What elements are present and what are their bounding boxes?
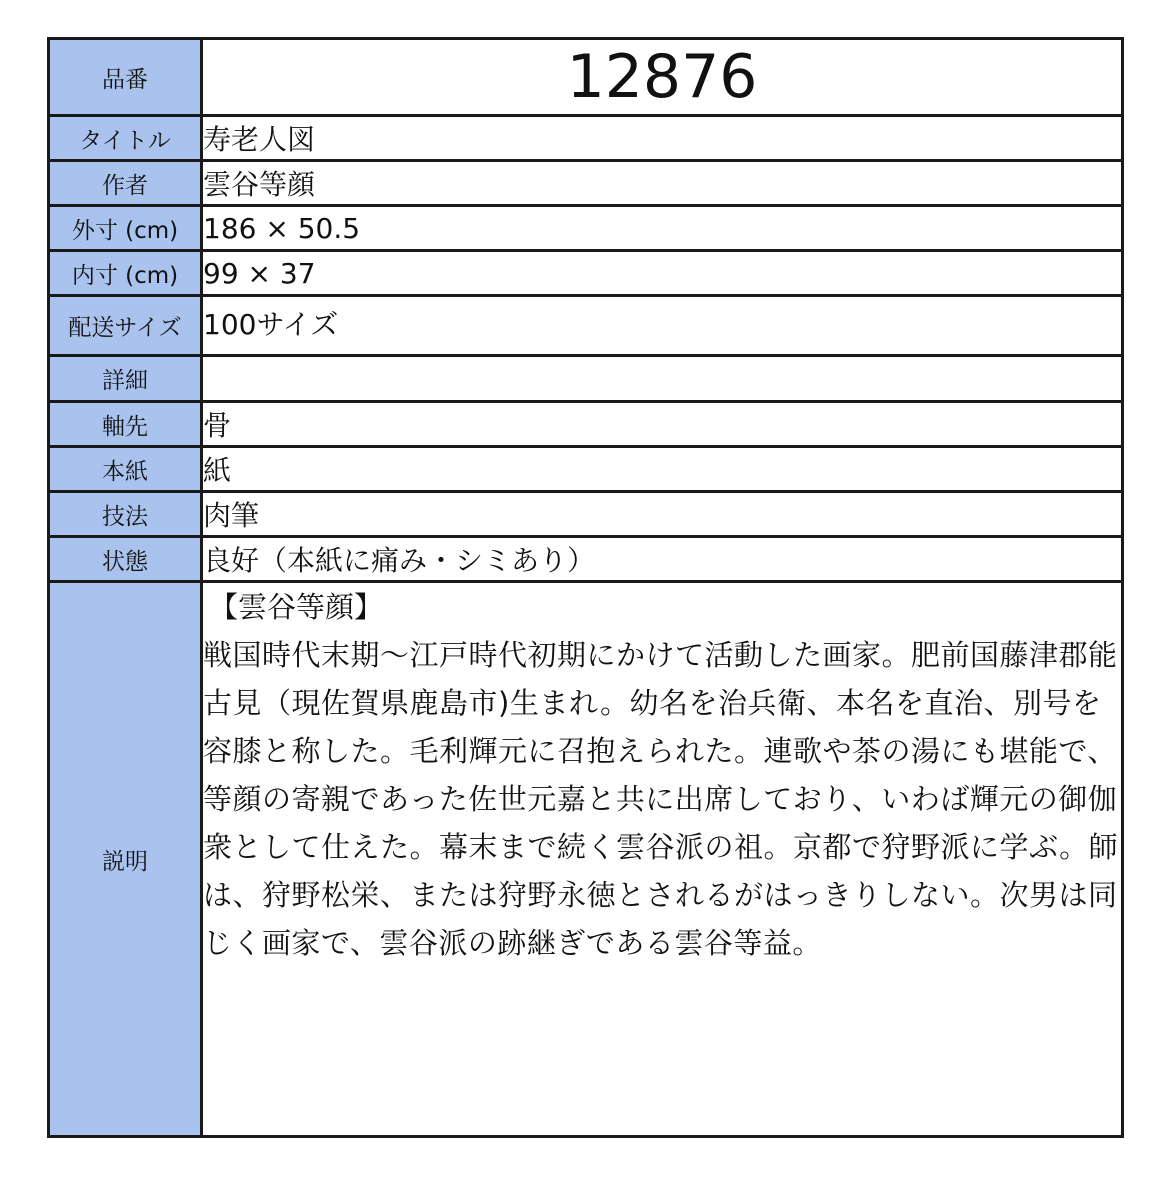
row-details [49, 356, 1123, 402]
value-base-material: 紙 [202, 447, 1123, 492]
row-inner-size [49, 251, 1123, 296]
row-condition [49, 537, 1123, 582]
row-shipping-size [49, 296, 1123, 356]
row-technique [49, 492, 1123, 537]
label-shipping-size: 配送サイズ [49, 296, 202, 356]
label-product-number: 品番 [49, 39, 202, 116]
label-details: 詳細 [49, 356, 202, 402]
description-text: 戦国時代末期〜江戸時代初期にかけて活動した画家。肥前国藤津郡能古見（現佐賀県鹿島市)生まれ。幼名を治兵衛、本名を直治、別号を容膝と称した。毛利輝元に召抱えられた。連歌や茶の湯にも堪能で、等顔の寄親であった佐世元嘉と共に出席しており、いわば輝元の御伽衆として仕えた。幕末まで続く雲谷派の祖。京都で狩野派に学ぶ。師は、狩野松栄、または狩野永徳とされるがはっきりしない。次男は同じく画家で、雲谷派の跡継ぎである雲谷等益。 [203, 638, 1119, 960]
value-details [202, 356, 1123, 402]
label-condition: 状態 [49, 537, 202, 582]
row-roller-end [49, 402, 1123, 447]
label-technique: 技法 [49, 492, 202, 537]
value-inner-size: 99 × 37 [202, 251, 1123, 296]
value-description [202, 582, 1123, 1137]
description-heading: 【雲谷等顔】 [209, 590, 384, 624]
value-roller-end: 骨 [202, 402, 1123, 447]
product-spec-table [47, 37, 1124, 1138]
label-description: 説明 [49, 582, 202, 1137]
label-title: タイトル [49, 116, 202, 161]
value-shipping-size: 100サイズ [202, 296, 1123, 356]
label-author: 作者 [49, 161, 202, 206]
value-title: 寿老人図 [202, 116, 1123, 161]
row-description [49, 582, 1123, 1137]
label-inner-size: 内寸 (cm) [49, 251, 202, 296]
label-roller-end: 軸先 [49, 402, 202, 447]
label-base-material: 本紙 [49, 447, 202, 492]
row-base-material [49, 447, 1123, 492]
value-product-number: 12876 [202, 39, 1123, 116]
label-outer-size: 外寸 (cm) [49, 206, 202, 251]
value-technique: 肉筆 [202, 492, 1123, 537]
value-condition: 良好（本紙に痛み・シミあり） [202, 537, 1123, 582]
row-title [49, 116, 1123, 161]
row-outer-size [49, 206, 1123, 251]
value-outer-size: 186 × 50.5 [202, 206, 1123, 251]
row-product-number [49, 39, 1123, 116]
row-author [49, 161, 1123, 206]
value-author: 雲谷等顔 [202, 161, 1123, 206]
